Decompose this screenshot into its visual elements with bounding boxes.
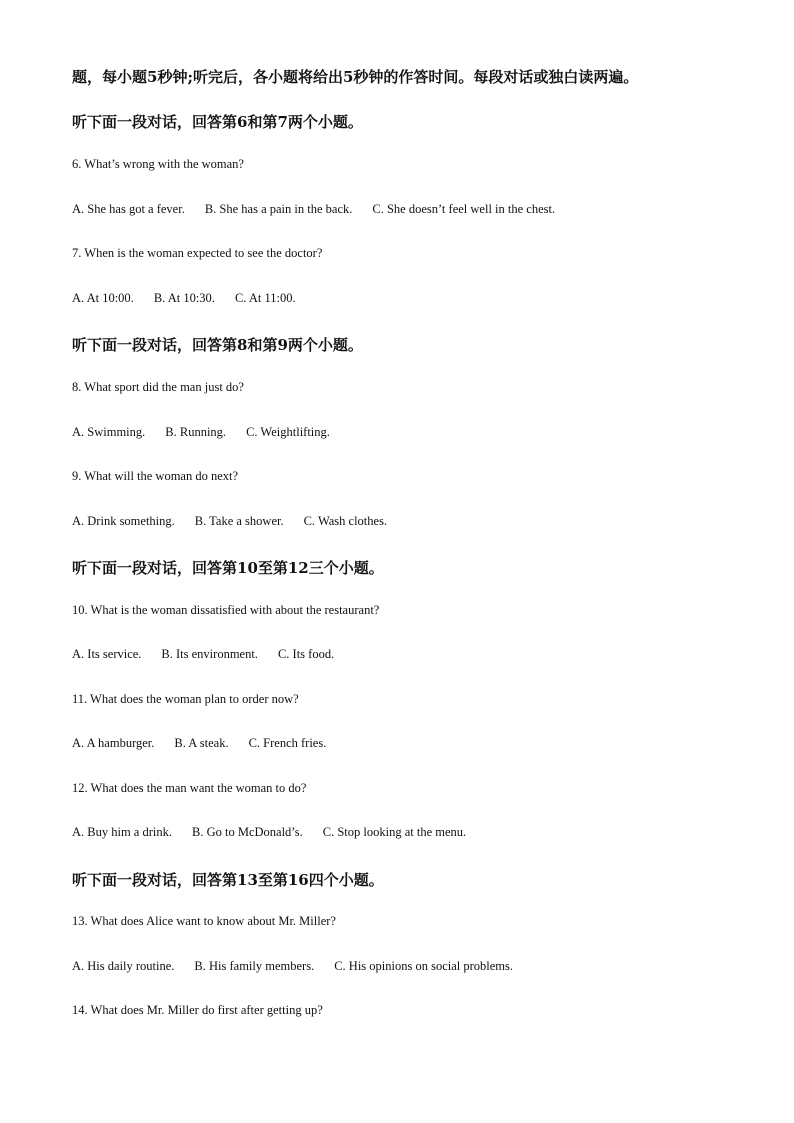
option-10b: B. Its environment. — [161, 647, 258, 661]
question-11: 11. What does the woman plan to order now? — [72, 692, 299, 706]
section-heading-4: 听下面一段对话，回答第13至第16四个小题。 — [72, 871, 384, 889]
options-8 — [72, 425, 754, 440]
option-13b: B. His family members. — [194, 959, 315, 973]
intro-line: 题，每小题5秒钟;听完后，各小题将给出5秒钟的作答时间。每段对话或独白读两遍。 — [72, 68, 639, 86]
option-6a: A. She has got a fever. — [72, 202, 185, 216]
section-heading-1: 听下面一段对话，回答第6和第7两个小题。 — [72, 113, 363, 131]
option-10a: A. Its service. — [72, 647, 142, 661]
options-11 — [72, 736, 754, 751]
option-8a: A. Swimming. — [72, 425, 146, 439]
option-8c: C. Weightlifting. — [246, 425, 330, 439]
option-9a: A. Drink something. — [72, 514, 175, 528]
options-7 — [72, 291, 754, 306]
option-10c: C. Its food. — [277, 647, 335, 661]
question-7: 7. When is the woman expected to see the doctor? — [72, 246, 323, 260]
option-7a: A. At 10:00. — [72, 291, 134, 305]
option-9b: B. Take a shower. — [194, 514, 284, 528]
option-12b: B. Go to McDonald’s. — [192, 825, 303, 839]
option-6c: C. She doesn’t feel well in the chest. — [372, 202, 556, 216]
option-13a: A. His daily routine. — [72, 959, 175, 973]
question-10: 10. What is the woman dissatisfied with about the restaurant? — [72, 603, 380, 617]
section-heading-2: 听下面一段对话，回答第8和第9两个小题。 — [72, 336, 363, 354]
question-8: 8. What sport did the man just do? — [72, 380, 244, 394]
section-heading-3: 听下面一段对话，回答第10至第12三个小题。 — [72, 559, 384, 577]
options-10 — [72, 647, 754, 662]
question-13: 13. What does Alice want to know about Mr. Miller? — [72, 914, 336, 928]
option-8b: B. Running. — [165, 425, 227, 439]
option-13c: C. His opinions on social problems. — [334, 959, 514, 973]
options-13 — [72, 959, 754, 974]
option-7b: B. At 10:30. — [153, 291, 215, 305]
option-11c: C. French fries. — [248, 736, 327, 750]
options-12 — [72, 825, 754, 840]
question-9: 9. What will the woman do next? — [72, 469, 239, 483]
question-14: 14. What does Mr. Miller do first after getting up? — [72, 1003, 323, 1017]
option-12c: C. Stop looking at the menu. — [322, 825, 467, 839]
question-6: 6. What’s wrong with the woman? — [72, 157, 244, 171]
options-9 — [72, 514, 754, 529]
option-6b: B. She has a pain in the back. — [204, 202, 353, 216]
options-6 — [72, 202, 754, 217]
question-12: 12. What does the man want the woman to do? — [72, 781, 307, 795]
option-11b: B. A steak. — [174, 736, 229, 750]
option-7c: C. At 11:00. — [234, 291, 296, 305]
option-9c: C. Wash clothes. — [303, 514, 388, 528]
option-11a: A. A hamburger. — [72, 736, 155, 750]
option-12a: A. Buy him a drink. — [72, 825, 172, 839]
